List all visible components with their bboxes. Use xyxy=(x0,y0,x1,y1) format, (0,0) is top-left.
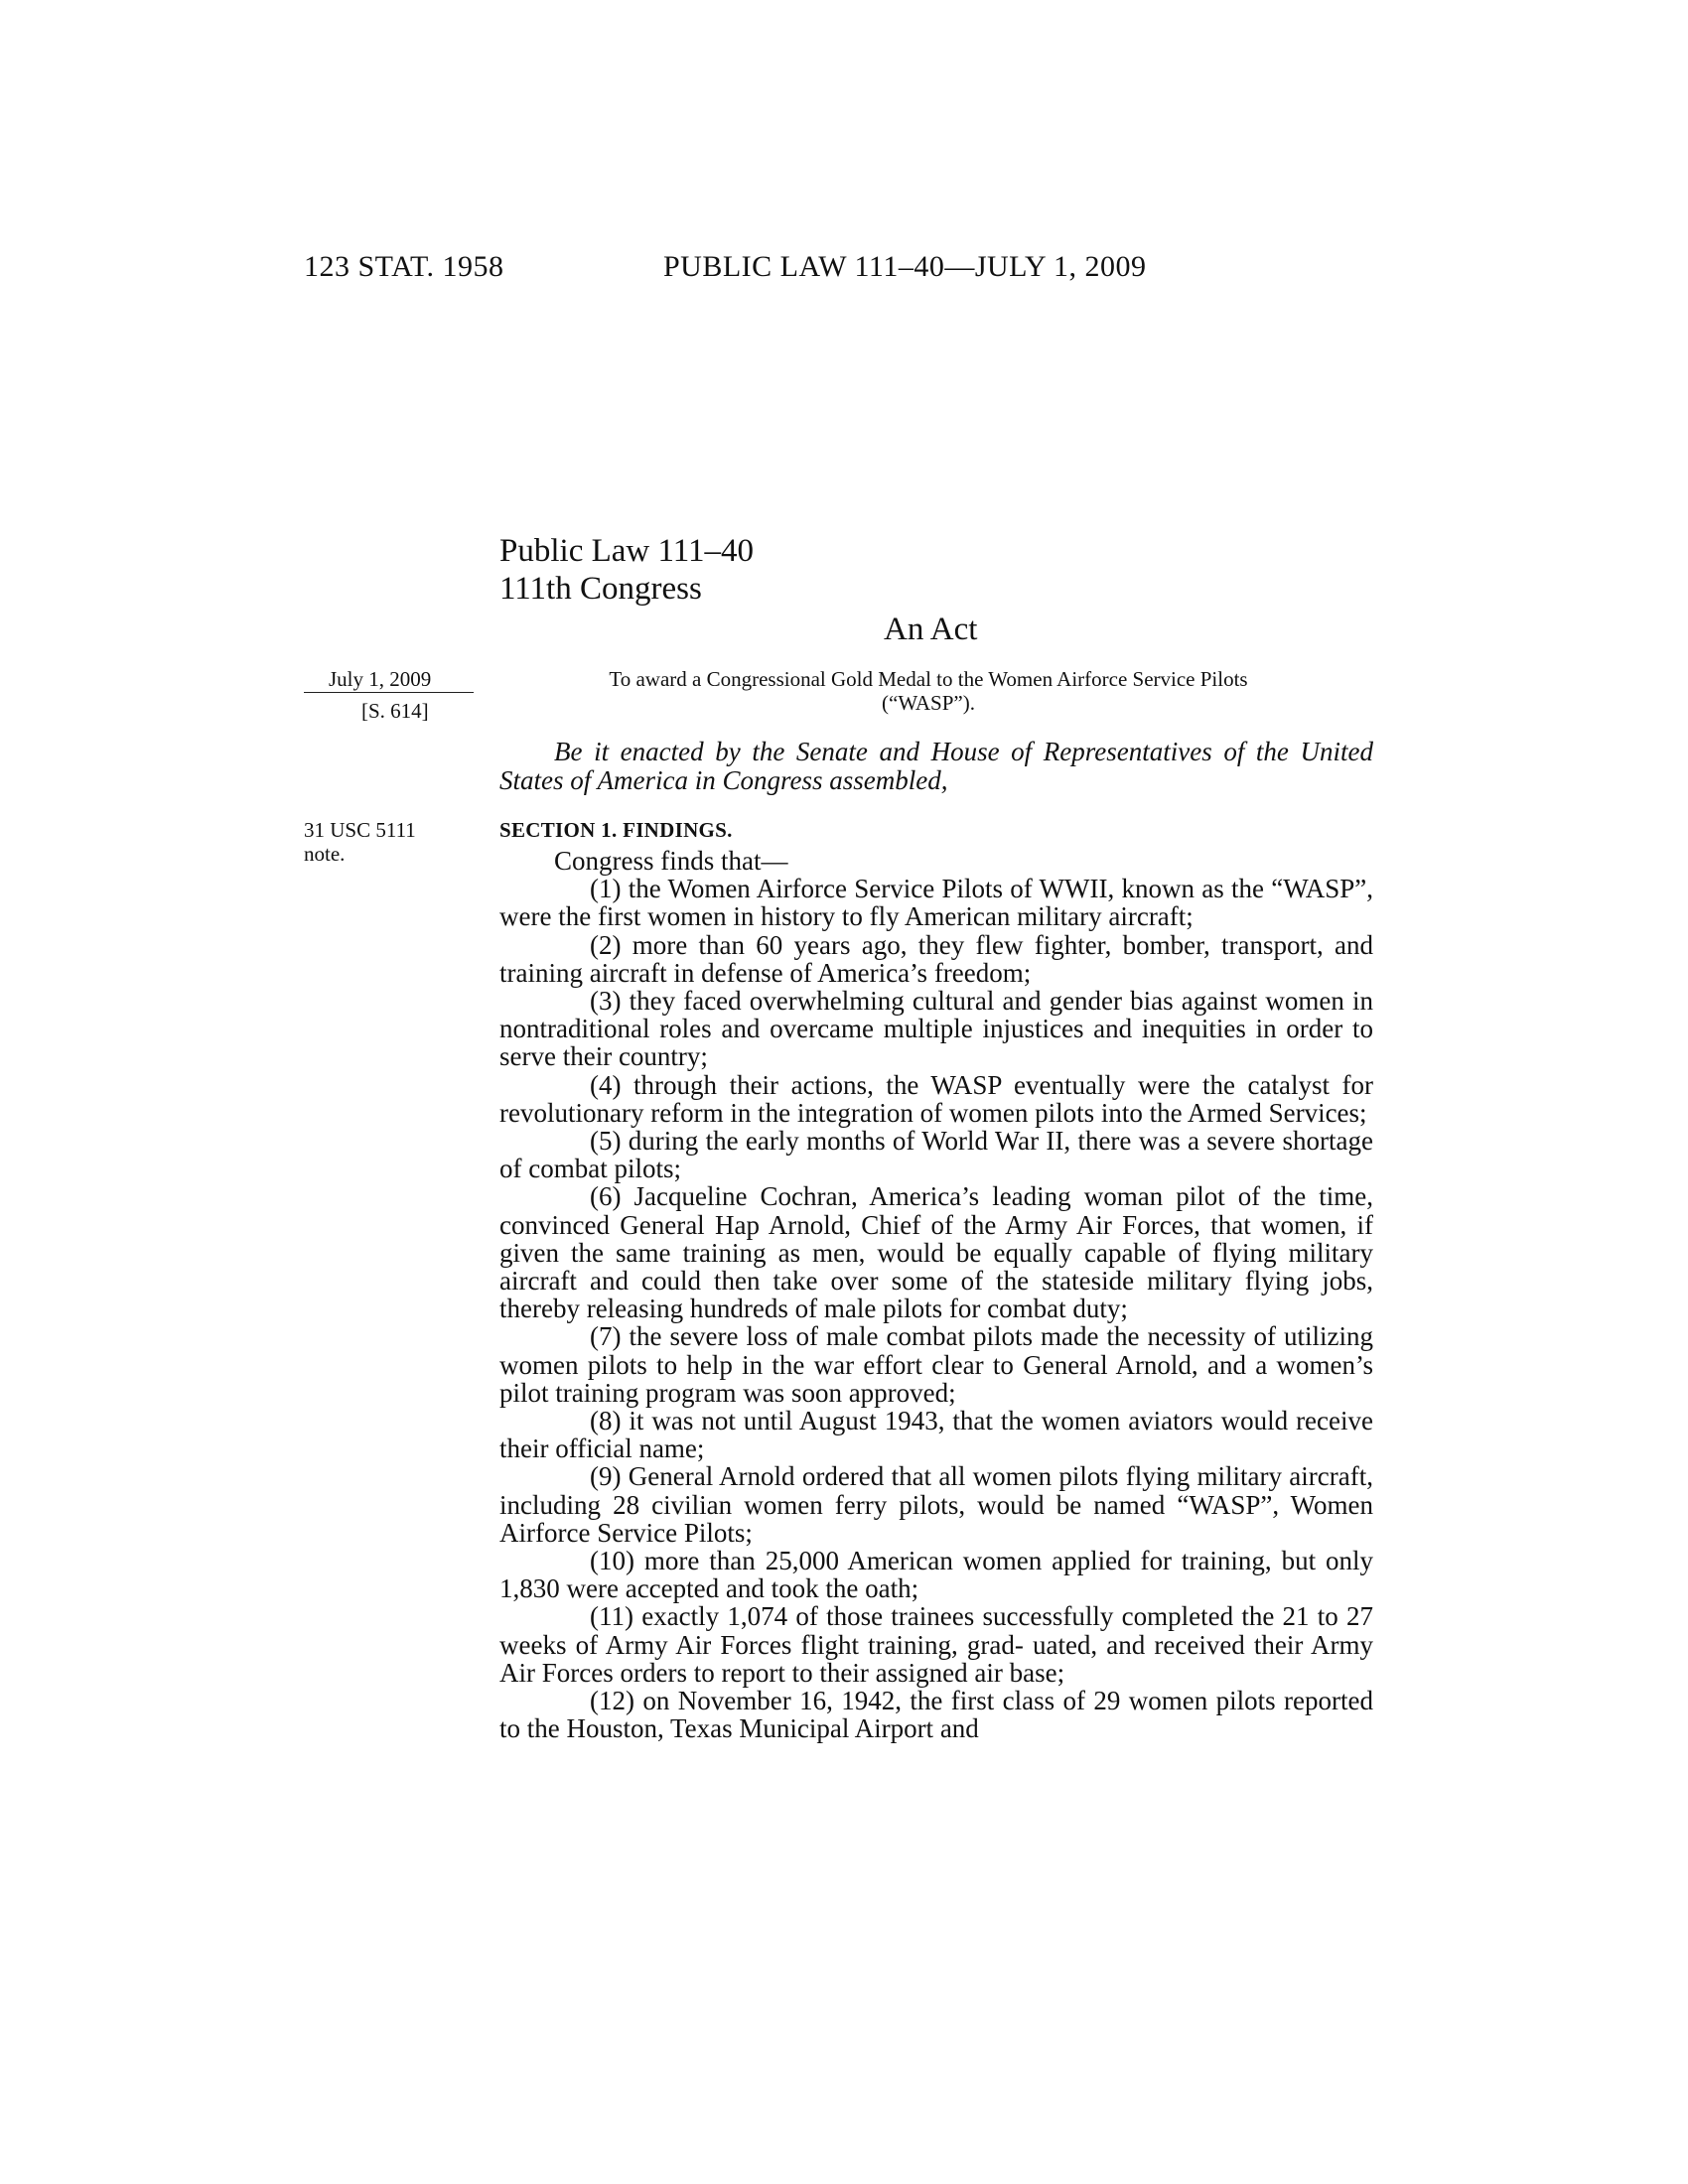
margin-divider xyxy=(304,692,474,693)
finding-item: (12) on November 16, 1942, the first class of 29 women pilots reported to the Houston, Texas Municipal Airport and xyxy=(499,1686,1373,1744)
congress-title: 111th Congress xyxy=(499,571,702,607)
section-heading: SECTION 1. FINDINGS. xyxy=(499,818,733,842)
purpose-line-2: (“WASP”). xyxy=(882,691,975,715)
finding-item: (2) more than 60 years ago, they flew fighter, bomber, transport, and training aircraft in defense of America’s freedom; xyxy=(499,929,1373,988)
finding-item: (3) they faced overwhelming cultural and gender bias against women in nontraditional roles and overcame multiple injustices and inequities in order to serve their country; xyxy=(499,986,1373,1072)
finding-item: (10) more than 25,000 American women applied for training, but only 1,830 were accepted and took the oath; xyxy=(499,1546,1373,1604)
purpose-line-1: To award a Congressional Gold Medal to the Women Airforce Service Pilots xyxy=(609,667,1248,691)
public-law-title: Public Law 111–40 xyxy=(499,533,755,569)
margin-usc-citation: 31 USC 5111 xyxy=(304,818,416,842)
act-heading: An Act xyxy=(884,612,978,647)
findings-intro: Congress finds that— xyxy=(554,846,788,876)
margin-date: July 1, 2009 xyxy=(329,667,432,691)
finding-item: (8) it was not until August 1943, that the women aviators would receive their official name; xyxy=(499,1406,1373,1464)
enacting-clause: Be it enacted by the Senate and House of Representatives of the United States of America in Congress assembled, xyxy=(499,737,1373,795)
running-title: PUBLIC LAW 111–40—JULY 1, 2009 xyxy=(663,250,1147,283)
finding-item: (5) during the early months of World War II, there was a severe shortage of combat pilots; xyxy=(499,1126,1373,1184)
margin-bill-number: [S. 614] xyxy=(361,699,429,723)
page-stat-citation: 123 STAT. 1958 xyxy=(304,250,504,283)
section-body xyxy=(499,846,1373,1744)
finding-item: (11) exactly 1,074 of those trainees successfully completed the 21 to 27 weeks of Army Air Forces flight training, grad- uated, and received their Army Air Forces orders to report to their assigned air base; xyxy=(499,1601,1373,1688)
finding-item: (6) Jacqueline Cochran, America’s leading woman pilot of the time, convinced General Hap Arnold, Chief of the Army Air Forces, that women, if given the same training as men, would be equally capable of flying military aircraft and could then take over some of the stateside military flying jobs, thereby releasing hundreds of male pilots for combat duty; xyxy=(499,1181,1373,1324)
margin-usc-note: note. xyxy=(304,842,346,866)
finding-item: (1) the Women Airforce Service Pilots of WWII, known as the “WASP”, were the first women in history to fly American military aircraft; xyxy=(499,874,1373,932)
finding-item: (9) General Arnold ordered that all women pilots flying military aircraft, including 28 civilian women ferry pilots, would be named “WASP”, Women Airforce Service Pilots; xyxy=(499,1461,1373,1548)
finding-item: (4) through their actions, the WASP eventually were the catalyst for revolutionary reform in the integration of women pilots into the Armed Services; xyxy=(499,1069,1373,1128)
finding-item: (7) the severe loss of male combat pilots made the necessity of utilizing women pilots to help in the war effort clear to General Arnold, and a women’s pilot training program was soon approved; xyxy=(499,1321,1373,1408)
act-purpose xyxy=(531,667,1326,715)
